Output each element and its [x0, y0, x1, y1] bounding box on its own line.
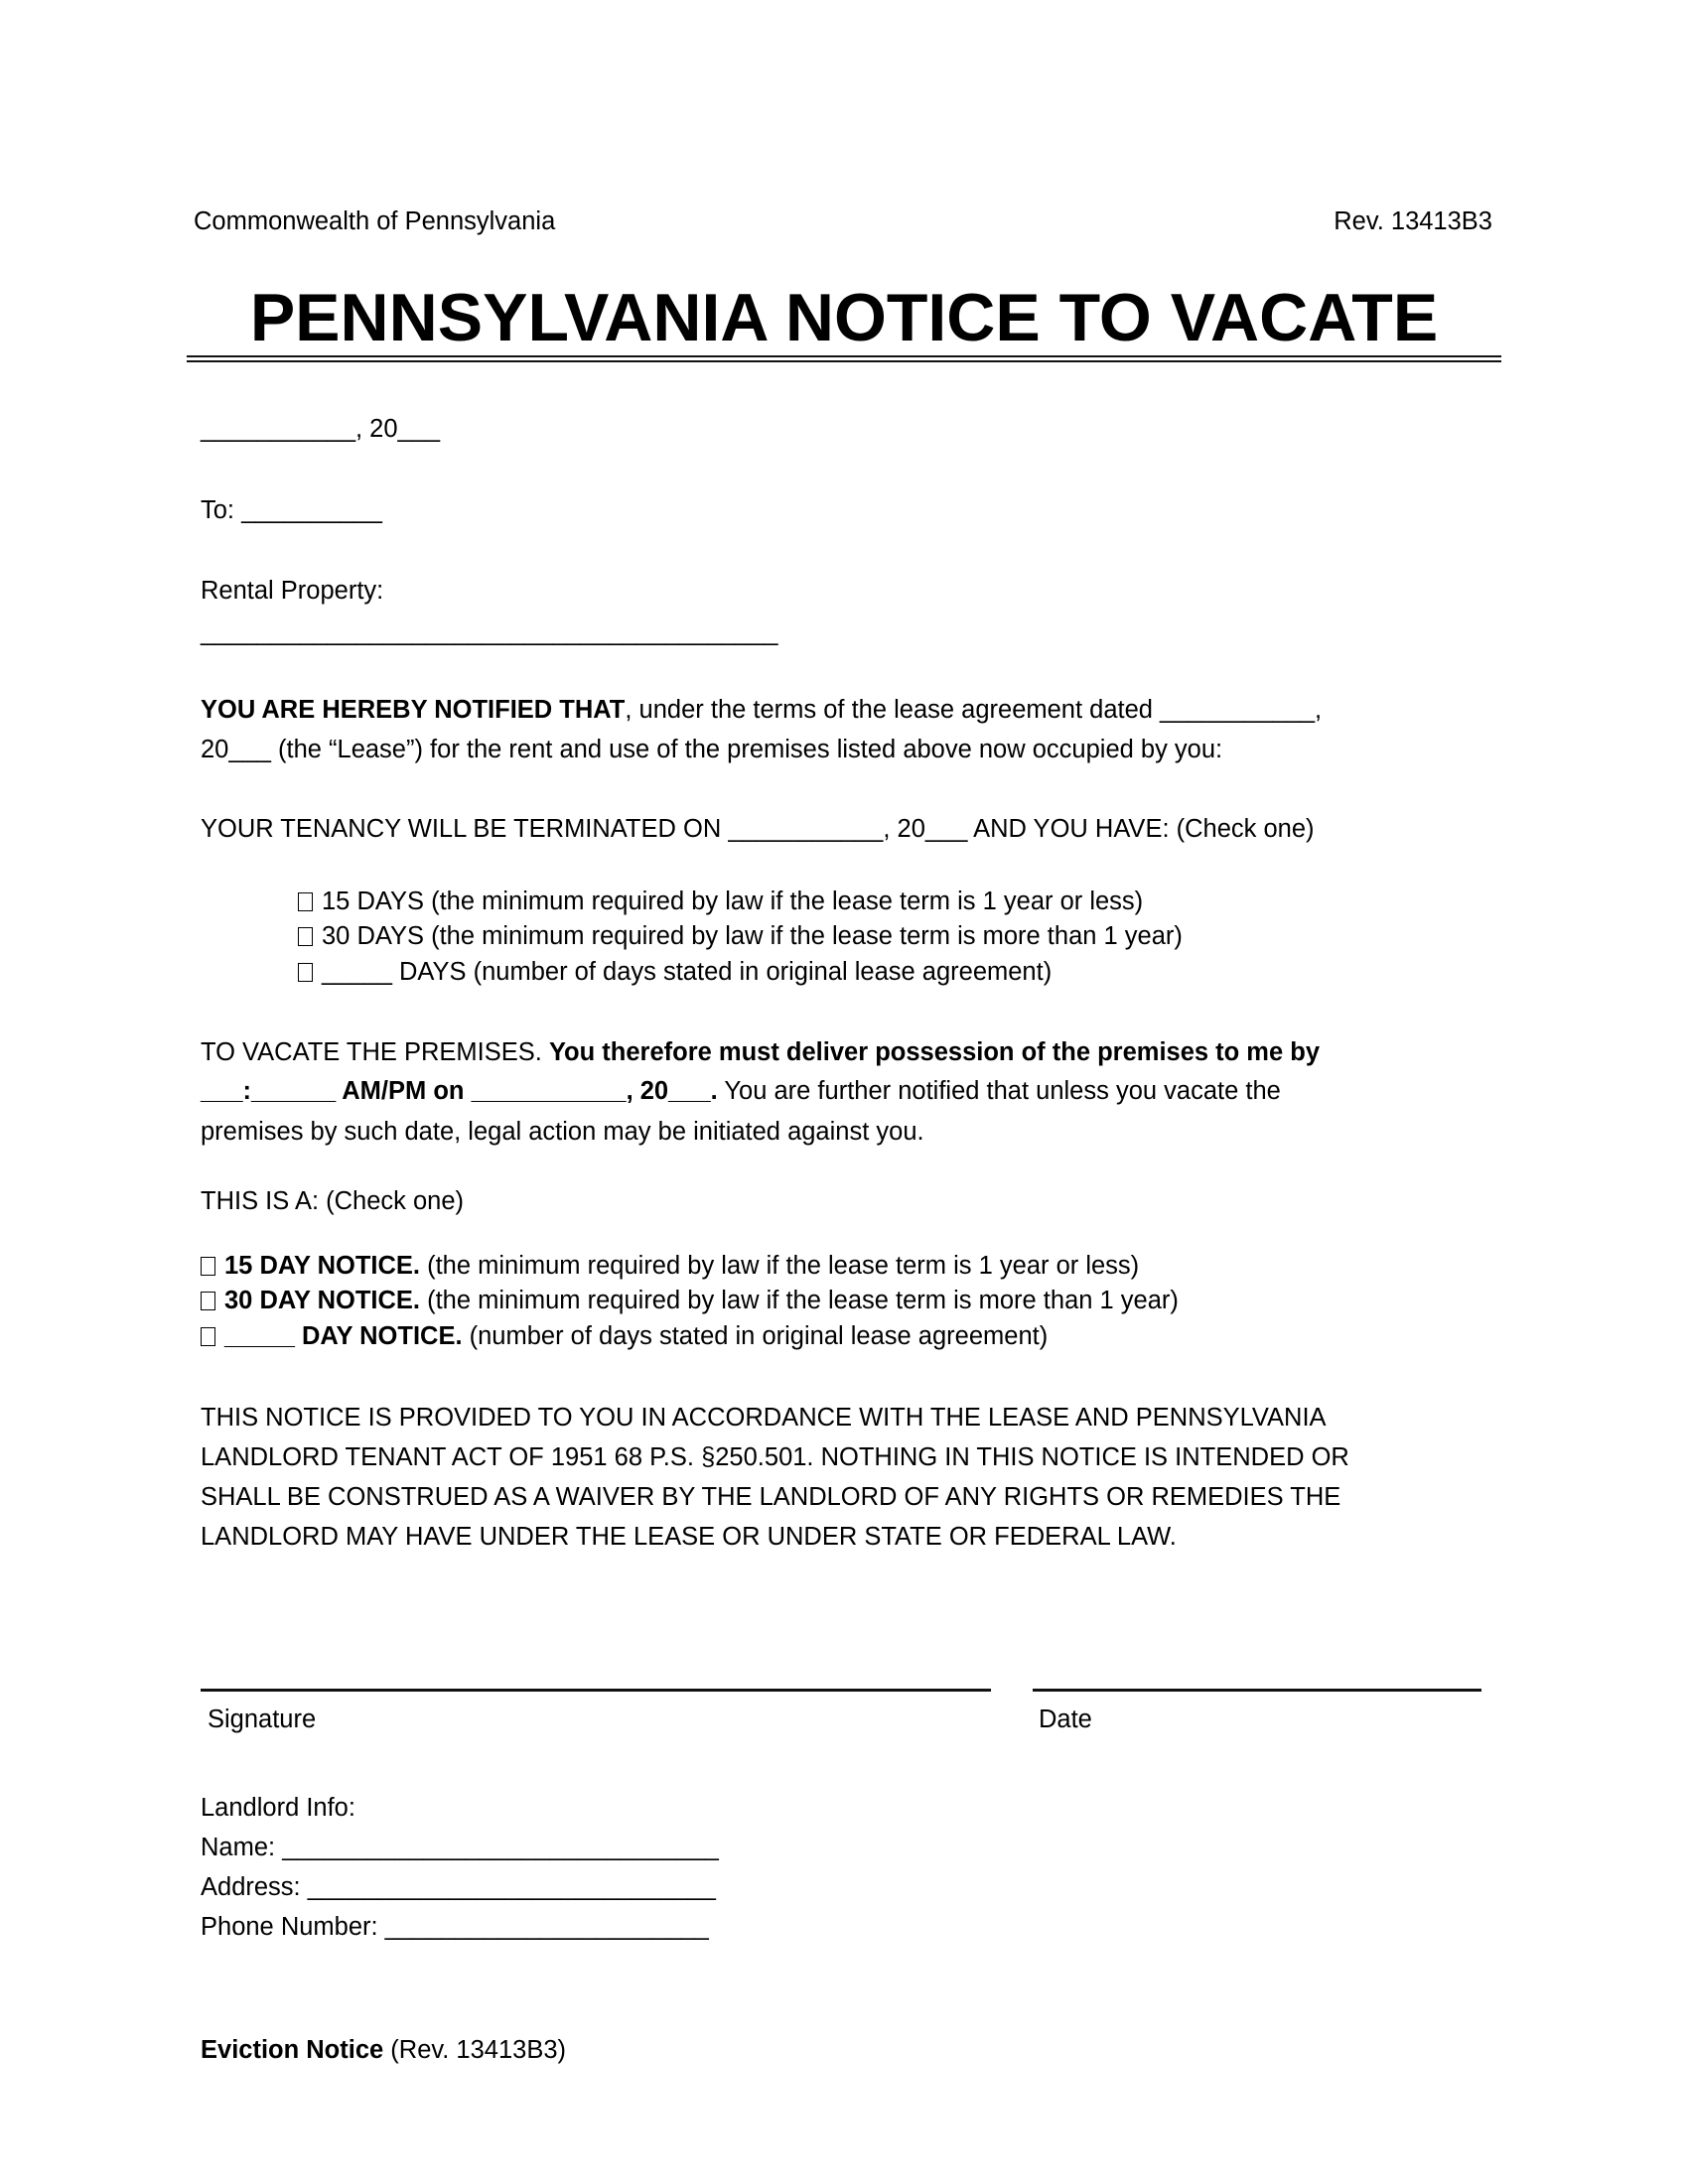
landlord-name-field[interactable]: Name: _______________________________: [201, 1834, 719, 1861]
days-option-label: _____ DAYS (number of days stated in original lease agreement): [322, 958, 1053, 986]
checkbox-icon[interactable]: [298, 927, 313, 946]
recipient-field[interactable]: To: __________: [201, 496, 382, 524]
notice-option-bold: _____ DAY NOTICE.: [224, 1322, 463, 1350]
landlord-phone-field[interactable]: Phone Number: _______________________: [201, 1913, 709, 1941]
vacate-line2: [201, 1079, 1281, 1105]
notice-option-15[interactable]: [201, 1254, 1139, 1280]
checkbox-icon[interactable]: [201, 1257, 215, 1276]
signature-line[interactable]: [201, 1689, 991, 1692]
vacate-deadline-field[interactable]: ___:______ AM/PM on ___________, 20___.: [201, 1077, 718, 1105]
rental-property-field[interactable]: _________________________________________: [201, 618, 778, 646]
checkbox-icon[interactable]: [201, 1327, 215, 1346]
days-option-custom[interactable]: [298, 960, 1052, 986]
notice-option-rest: (number of days stated in original lease agreement): [462, 1322, 1049, 1350]
date-label: Date: [1039, 1706, 1092, 1733]
notice-intro-bold: YOU ARE HEREBY NOTIFIED THAT: [201, 696, 626, 724]
landlord-info-heading: Landlord Info:: [201, 1794, 355, 1822]
legal-paragraph-line: THIS NOTICE IS PROVIDED TO YOU IN ACCORDANCE WITH THE LEASE AND PENNSYLVANIA: [201, 1404, 1327, 1432]
checkbox-icon[interactable]: [298, 963, 313, 982]
title-double-rule: [187, 355, 1501, 357]
notice-option-rest: (the minimum required by law if the lease term is more than 1 year): [420, 1287, 1179, 1314]
days-option-label: 30 DAYS (the minimum required by law if the lease term is more than 1 year): [322, 922, 1183, 950]
notice-intro-rest: , under the terms of the lease agreement dated ___________,: [625, 696, 1323, 724]
vacate-text: TO VACATE THE PREMISES.: [201, 1038, 549, 1066]
days-option-label: 15 DAYS (the minimum required by law if the lease term is 1 year or less): [322, 887, 1144, 915]
termination-line: YOUR TENANCY WILL BE TERMINATED ON ___________, 20___ AND YOU HAVE: (Check one): [201, 815, 1315, 843]
page-title: PENNSYLVANIA NOTICE TO VACATE: [249, 280, 1439, 355]
date-line[interactable]: [1033, 1689, 1481, 1692]
notice-intro-line2: 20___ (the “Lease”) for the rent and use of the premises listed above now occupied by you:: [201, 736, 1223, 763]
notice-option-bold: 15 DAY NOTICE.: [224, 1252, 420, 1280]
footer-title: Eviction Notice: [201, 2036, 384, 2064]
notice-date-field[interactable]: ___________, 20___: [201, 415, 441, 443]
vacate-line3: premises by such date, legal action may be initiated against you.: [201, 1118, 924, 1146]
vacate-line1: [201, 1040, 1320, 1066]
signature-label: Signature: [208, 1706, 317, 1733]
vacate-bold-text: You therefore must deliver possession of the premises to me by: [548, 1038, 1321, 1066]
days-option-30[interactable]: [298, 924, 1183, 950]
checkbox-icon[interactable]: [201, 1292, 215, 1310]
notice-intro-line1: [201, 698, 1322, 724]
notice-option-30[interactable]: [201, 1289, 1179, 1314]
legal-paragraph-line: LANDLORD TENANT ACT OF 1951 68 P.S. §250.501. NOTHING IN THIS NOTICE IS INTENDED OR: [201, 1443, 1349, 1471]
notice-option-bold: 30 DAY NOTICE.: [224, 1287, 420, 1314]
landlord-address-field[interactable]: Address: _____________________________: [201, 1873, 716, 1901]
footer-revision: (Rev. 13413B3): [383, 2036, 566, 2064]
legal-paragraph-line: LANDLORD MAY HAVE UNDER THE LEASE OR UNDER STATE OR FEDERAL LAW.: [201, 1523, 1177, 1551]
jurisdiction-header: Commonwealth of Pennsylvania: [194, 207, 556, 235]
legal-paragraph-line: SHALL BE CONSTRUED AS A WAIVER BY THE LANDLORD OF ANY RIGHTS OR REMEDIES THE: [201, 1483, 1341, 1511]
notice-option-rest: (the minimum required by law if the lease term is 1 year or less): [420, 1252, 1140, 1280]
rental-property-label: Rental Property:: [201, 577, 384, 605]
vacate-text: You are further notified that unless you vacate the: [717, 1077, 1281, 1105]
page-footer: [201, 2038, 566, 2064]
checkbox-icon[interactable]: [298, 892, 313, 911]
this-is-a-heading: THIS IS A: (Check one): [201, 1187, 465, 1215]
days-option-15[interactable]: [298, 889, 1143, 915]
revision-header: Rev. 13413B3: [1334, 207, 1492, 235]
notice-option-custom[interactable]: [201, 1324, 1048, 1350]
